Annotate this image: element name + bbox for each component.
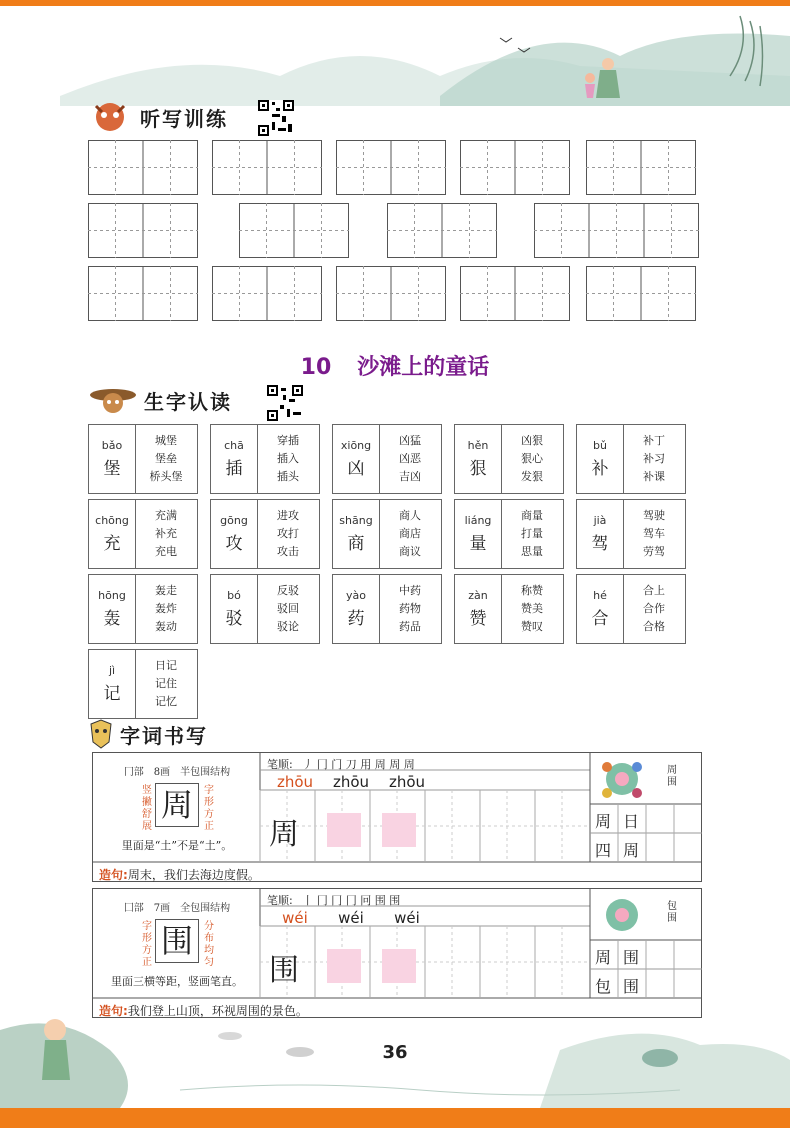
char-glyph: 驳 [225, 609, 243, 629]
char-word: 记忆 [155, 695, 177, 708]
char-card-main [89, 575, 136, 643]
char-card-main [89, 650, 136, 718]
trace-char: 围 [269, 953, 299, 988]
fox-mascot-icon [88, 100, 132, 134]
writing-box [92, 752, 702, 882]
char-card-main [211, 500, 258, 568]
illustration-icon [597, 893, 647, 937]
stroke-order [267, 892, 400, 908]
char-words [135, 425, 197, 493]
char-word: 进攻 [277, 509, 299, 522]
char-word: 补充 [155, 527, 177, 540]
char-word: 凶猛 [399, 434, 421, 447]
char-card-main [577, 425, 624, 493]
char-card-main [211, 425, 258, 493]
char-word: 商店 [399, 527, 421, 540]
char-card [454, 424, 564, 494]
char-word: 充满 [155, 509, 177, 522]
char-glyph: 堡 [103, 459, 121, 479]
char-card-main [89, 500, 136, 568]
sentence [99, 866, 260, 883]
dictation-box[interactable] [586, 266, 696, 321]
sentence-label: 造句: [99, 1004, 128, 1018]
char-card-main [455, 500, 502, 568]
dictation-box[interactable] [212, 266, 322, 321]
trace-box[interactable] [327, 813, 361, 847]
char-word: 赞美 [521, 602, 543, 615]
word-char: 四 [595, 841, 612, 860]
page-number: 36 [382, 1042, 408, 1063]
char-word: 反驳 [277, 584, 299, 597]
stroke-tip-right: 分布均匀 [204, 921, 214, 968]
char-word: 轰走 [155, 584, 177, 597]
char-card [332, 574, 442, 644]
illustration-label: 包围 [667, 901, 677, 924]
qr-code-icon[interactable] [258, 100, 294, 136]
char-card-main [333, 425, 380, 493]
char-word: 驾驶 [643, 509, 665, 522]
char-word: 赞叹 [521, 620, 543, 633]
pinyin-sample: wéi [282, 909, 308, 927]
dictation-box[interactable] [586, 140, 696, 195]
word-char: 周 [595, 948, 612, 967]
dictation-box[interactable] [460, 140, 570, 195]
char-card-main [333, 500, 380, 568]
char-glyph: 驾 [591, 534, 609, 554]
char-glyph: 充 [103, 534, 121, 554]
word-char: 周 [623, 841, 640, 860]
char-glyph: 商 [347, 534, 365, 554]
char-glyph: 药 [347, 609, 365, 629]
char-glyph: 攻 [225, 534, 243, 554]
dictation-box[interactable] [534, 203, 699, 258]
char-word: 充电 [155, 545, 177, 558]
char-card-main [89, 425, 136, 493]
char-pinyin: chā [224, 439, 244, 452]
sentence-label: 造句: [99, 868, 128, 882]
char-card-main [577, 500, 624, 568]
char-words [623, 500, 685, 568]
char-glyph: 补 [591, 459, 609, 479]
opera-mask-icon [88, 718, 114, 750]
char-word: 补丁 [643, 434, 665, 447]
char-word: 轰动 [155, 620, 177, 633]
pinyin-sample: zhōu [388, 773, 426, 791]
dictation-box[interactable] [387, 203, 497, 258]
char-word: 药物 [399, 602, 421, 615]
char-words [135, 650, 197, 718]
char-words [501, 425, 563, 493]
char-word: 称赞 [521, 584, 543, 597]
model-char: 围 [155, 919, 199, 963]
char-pinyin: zàn [468, 589, 488, 602]
char-pinyin: xiōng [340, 439, 372, 452]
char-glyph: 量 [469, 534, 487, 554]
landscape-illustration [60, 6, 790, 106]
pinyin-sample: wéi [394, 909, 420, 927]
char-word: 凶恶 [399, 452, 421, 465]
char-card [210, 499, 320, 569]
stroke-tip-left: 字形方正 [142, 921, 152, 968]
sentence-text: 周末，我们去海边度假。 [127, 868, 260, 882]
char-glyph: 记 [103, 684, 121, 704]
word-char: 包 [595, 977, 612, 996]
char-word: 堡垒 [155, 452, 177, 465]
dictation-box[interactable] [460, 266, 570, 321]
char-words [623, 575, 685, 643]
char-pinyin: yào [346, 589, 366, 602]
char-word: 合上 [643, 584, 665, 597]
word-char: 周 [595, 812, 612, 831]
bottom-border [0, 1108, 790, 1128]
dictation-box[interactable] [239, 203, 349, 258]
char-words [135, 575, 197, 643]
char-card [88, 574, 198, 644]
dictation-box[interactable] [88, 203, 198, 258]
char-word: 劳驾 [643, 545, 665, 558]
char-word: 驳回 [277, 602, 299, 615]
char-words [257, 575, 319, 643]
word-char: 围 [623, 948, 640, 967]
pinyin-sample: zhōu [276, 773, 314, 791]
char-word: 药品 [399, 620, 421, 633]
lesson-title-text: 沙滩上的童话 [357, 355, 490, 380]
char-words [623, 425, 685, 493]
char-word: 驾车 [643, 527, 665, 540]
pinyin-row [267, 773, 435, 791]
char-glyph: 凶 [347, 459, 365, 479]
char-word: 发狠 [521, 470, 543, 483]
word-char: 围 [623, 977, 640, 996]
char-word: 吉凶 [399, 470, 421, 483]
word-char: 日 [623, 812, 640, 831]
char-words [379, 575, 441, 643]
char-word: 思量 [521, 545, 543, 558]
char-words [257, 500, 319, 568]
char-words [501, 575, 563, 643]
char-glyph: 合 [591, 609, 609, 629]
sentence-text: 我们登上山顶，环视周围的景色。 [127, 1004, 308, 1018]
dictation-heading-text: 听写训练 [140, 106, 228, 131]
char-card [210, 424, 320, 494]
char-word: 狠心 [521, 452, 543, 465]
writing-heading-text: 字词书写 [120, 723, 208, 748]
dictation-box[interactable] [88, 266, 198, 321]
stroke-order-label: 笔顺: [267, 894, 293, 907]
char-word: 记住 [155, 677, 177, 690]
pinyin-row [267, 909, 435, 927]
char-meta: 囗部 7画 全包围结构 [123, 903, 231, 914]
stroke-order-label: 笔顺: [267, 758, 293, 771]
lesson-number: 10 [300, 355, 332, 380]
char-words [379, 425, 441, 493]
trace-box[interactable] [382, 813, 416, 847]
char-words [501, 500, 563, 568]
char-pinyin: bǔ [593, 439, 607, 452]
char-word: 日记 [155, 659, 177, 672]
char-word: 攻打 [277, 527, 299, 540]
char-card [576, 499, 686, 569]
char-words [379, 500, 441, 568]
stroke-order-sequence: 丨 冂 冂 冂 冋 围 围 [302, 894, 401, 907]
char-pinyin: hé [593, 589, 607, 602]
writing-tip: 里面三横等距，竖画笔直。 [111, 975, 243, 988]
qr-code-icon[interactable] [267, 385, 303, 421]
stroke-order-sequence: 丿 冂 门 刀 用 周 周 周 [302, 758, 415, 771]
char-card-main [455, 575, 502, 643]
char-card-main [577, 575, 624, 643]
char-word: 穿插 [277, 434, 299, 447]
char-word: 商人 [399, 509, 421, 522]
char-word: 商量 [521, 509, 543, 522]
char-card [88, 499, 198, 569]
char-meta: 冂部 8画 半包围结构 [123, 767, 231, 778]
char-card [210, 574, 320, 644]
char-glyph: 插 [225, 459, 243, 479]
pinyin-sample: zhōu [332, 773, 370, 791]
char-card [576, 574, 686, 644]
char-card [454, 574, 564, 644]
char-card [332, 499, 442, 569]
char-card [88, 424, 198, 494]
trace-box[interactable] [327, 949, 361, 983]
dictation-heading [88, 100, 228, 134]
char-pinyin: hěn [467, 439, 489, 452]
char-word: 打量 [521, 527, 543, 540]
lesson-title [0, 350, 790, 381]
illustration-label: 周围 [667, 765, 677, 788]
dictation-box[interactable] [336, 140, 446, 195]
writing-tip: 里面是“土”不是“土”。 [121, 839, 233, 852]
pinyin-sample: wéi [338, 909, 364, 927]
char-pinyin: shāng [339, 514, 373, 527]
dictation-box[interactable] [336, 266, 446, 321]
char-glyph: 赞 [469, 609, 487, 629]
stroke-tip-left: 竖撇舒展 [142, 785, 152, 832]
char-word: 合作 [643, 602, 665, 615]
char-pinyin: bǎo [101, 439, 123, 452]
char-card [576, 424, 686, 494]
char-glyph: 狠 [469, 459, 487, 479]
char-word: 补习 [643, 452, 665, 465]
char-pinyin: jià [593, 514, 607, 527]
trace-box[interactable] [382, 949, 416, 983]
dictation-box[interactable] [212, 140, 322, 195]
char-pinyin: liáng [464, 514, 492, 527]
writing-heading [88, 718, 208, 750]
char-word: 桥头堡 [149, 470, 183, 483]
char-card [454, 499, 564, 569]
trace-char: 周 [269, 817, 299, 852]
char-glyph: 轰 [103, 609, 121, 629]
char-word: 驳论 [277, 620, 299, 633]
char-word: 轰炸 [155, 602, 177, 615]
char-card [332, 424, 442, 494]
char-pinyin: chōng [95, 514, 129, 527]
char-card [88, 649, 198, 719]
char-pinyin: bó [227, 589, 241, 602]
stroke-order [267, 756, 415, 772]
reading-heading [88, 385, 232, 415]
scholar-mascot-icon [88, 385, 138, 415]
char-words [135, 500, 197, 568]
char-word: 商议 [399, 545, 421, 558]
char-word: 城堡 [155, 434, 177, 447]
dictation-box[interactable] [88, 140, 198, 195]
char-card-main [211, 575, 258, 643]
stroke-tip-right: 字形方正 [204, 785, 214, 832]
char-card-main [455, 425, 502, 493]
char-word: 凶狠 [521, 434, 543, 447]
char-pinyin: hōng [98, 589, 126, 602]
char-word: 插入 [277, 452, 299, 465]
illustration-icon [597, 757, 647, 801]
char-pinyin: gōng [220, 514, 248, 527]
char-word: 合格 [643, 620, 665, 633]
char-card-main [333, 575, 380, 643]
reading-heading-text: 生字认读 [144, 389, 232, 414]
model-char: 周 [155, 783, 199, 827]
char-words [257, 425, 319, 493]
char-word: 攻击 [277, 545, 299, 558]
char-word: 中药 [399, 584, 421, 597]
char-word: 补课 [643, 470, 665, 483]
char-word: 插头 [277, 470, 299, 483]
char-pinyin: jì [108, 664, 116, 677]
